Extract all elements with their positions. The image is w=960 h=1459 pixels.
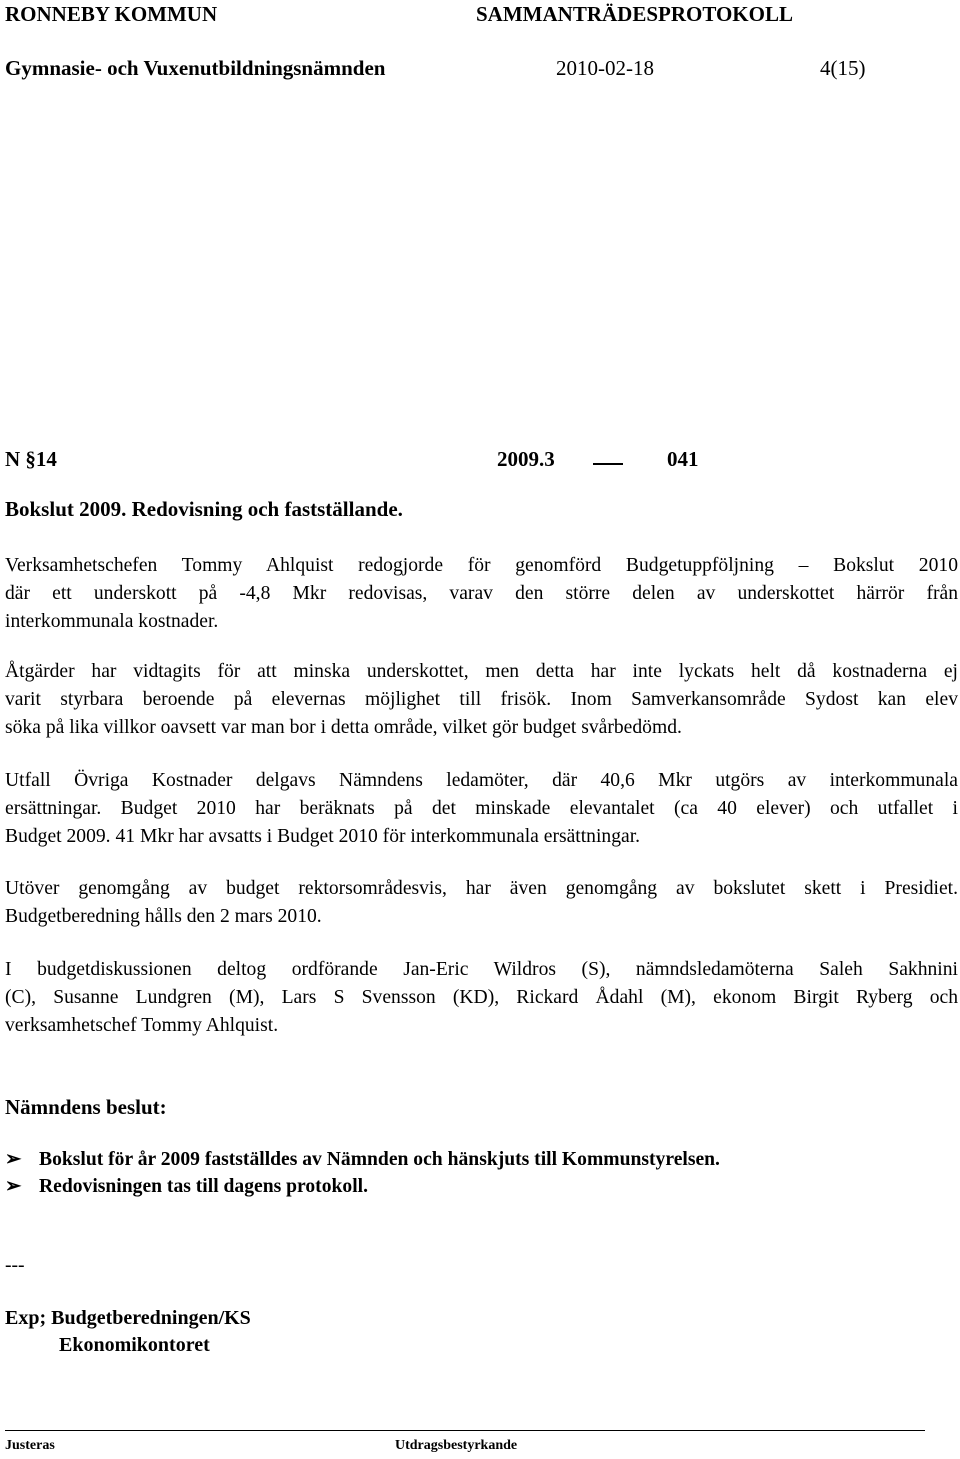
text-line: interkommunala kostnader. (5, 611, 219, 632)
expedition-recipient-2: Ekonomikontoret (59, 1334, 210, 1356)
case-title: Bokslut 2009. Redovisning och fastställande. (5, 497, 403, 521)
text-line: där ett underskott på -4,8 Mkr redovisas, varav den större delen av underskottet härrör från (5, 583, 958, 604)
decision-item-text: Redovisningen tas till dagens protokoll. (39, 1176, 368, 1197)
diary-number-left: 2009.3 (497, 447, 555, 471)
municipality-name: RONNEBY KOMMUN (5, 2, 218, 26)
paragraph-number: N §14 (5, 447, 57, 471)
text-line: Åtgärder har vidtagits för att minska underskottet, men detta har inte lyckats helt då kostnaderna ej (5, 661, 958, 682)
separator-dashes: --- (5, 1255, 25, 1276)
text-line: verksamhetschef Tommy Ahlquist. (5, 1015, 279, 1036)
text-line: Verksamhetschefen Tommy Ahlquist redogjorde för genomförd Budgetuppföljning – Bokslut 2010 (5, 555, 958, 576)
decision-item (5, 1173, 720, 1200)
paragraph-other-costs (5, 767, 958, 851)
footer-rule (5, 1430, 925, 1431)
diary-number-dash (593, 463, 623, 465)
committee-name: Gymnasie- och Vuxenutbildningsnämnden (5, 56, 386, 80)
decision-list (5, 1146, 720, 1200)
expedition-recipients: Exp; Budgetberedningen/KS (5, 1307, 251, 1329)
decision-item (5, 1146, 720, 1173)
text-line: I budgetdiskussionen deltog ordförande Jan-Eric Wildros (S), nämndsledamöterna Saleh Sakhnini (5, 959, 958, 980)
arrow-bullet-icon: ➢ (5, 1176, 22, 1197)
footer-utdragsbestyrkande: Utdragsbestyrkande (395, 1438, 518, 1453)
paragraph-participants (5, 956, 958, 1040)
text-line: Budgetberedning hålls den 2 mars 2010. (5, 906, 322, 927)
decision-item-text: Bokslut för år 2009 fastställdes av Nämnden och hänskjuts till Kommunstyrelsen. (39, 1149, 720, 1170)
page-number: 4(15) (820, 56, 866, 80)
text-line: söka på lika villkor oavsett var man bor i detta område, vilket gör budget svårbedömd. (5, 717, 682, 738)
document-type: SAMMANTRÄDESPROTOKOLL (476, 2, 793, 26)
text-line: (C), Susanne Lundgren (M), Lars S Svensson (KD), Rickard Ådahl (M), ekonom Birgit Ryberg och (5, 987, 958, 1008)
meeting-date: 2010-02-18 (556, 56, 654, 80)
diary-number-right: 041 (667, 447, 699, 471)
text-line: varit styrbara beroende på elevernas möjlighet till frisök. Inom Samverkansområde Sydost kan elev (5, 689, 958, 710)
decision-heading: Nämndens beslut: (5, 1095, 167, 1119)
footer-justeras: Justeras (5, 1438, 55, 1453)
text-line: ersättningar. Budget 2010 har beräknats på det minskade elevantalet (ca 40 elever) och utfallet i (5, 798, 958, 819)
paragraph-budget-followup (5, 552, 958, 636)
paragraph-review (5, 875, 958, 931)
text-line: Budget 2009. 41 Mkr har avsatts i Budget 2010 för interkommunala ersättningar. (5, 826, 641, 847)
arrow-bullet-icon: ➢ (5, 1149, 22, 1170)
text-line: Utöver genomgång av budget rektorsområdesvis, har även genomgång av bokslutet skett i Presidiet. (5, 878, 958, 899)
text-line: Utfall Övriga Kostnader delgavs Nämndens ledamöter, där 40,6 Mkr utgörs av interkommunala (5, 770, 958, 791)
paragraph-measures (5, 658, 958, 742)
